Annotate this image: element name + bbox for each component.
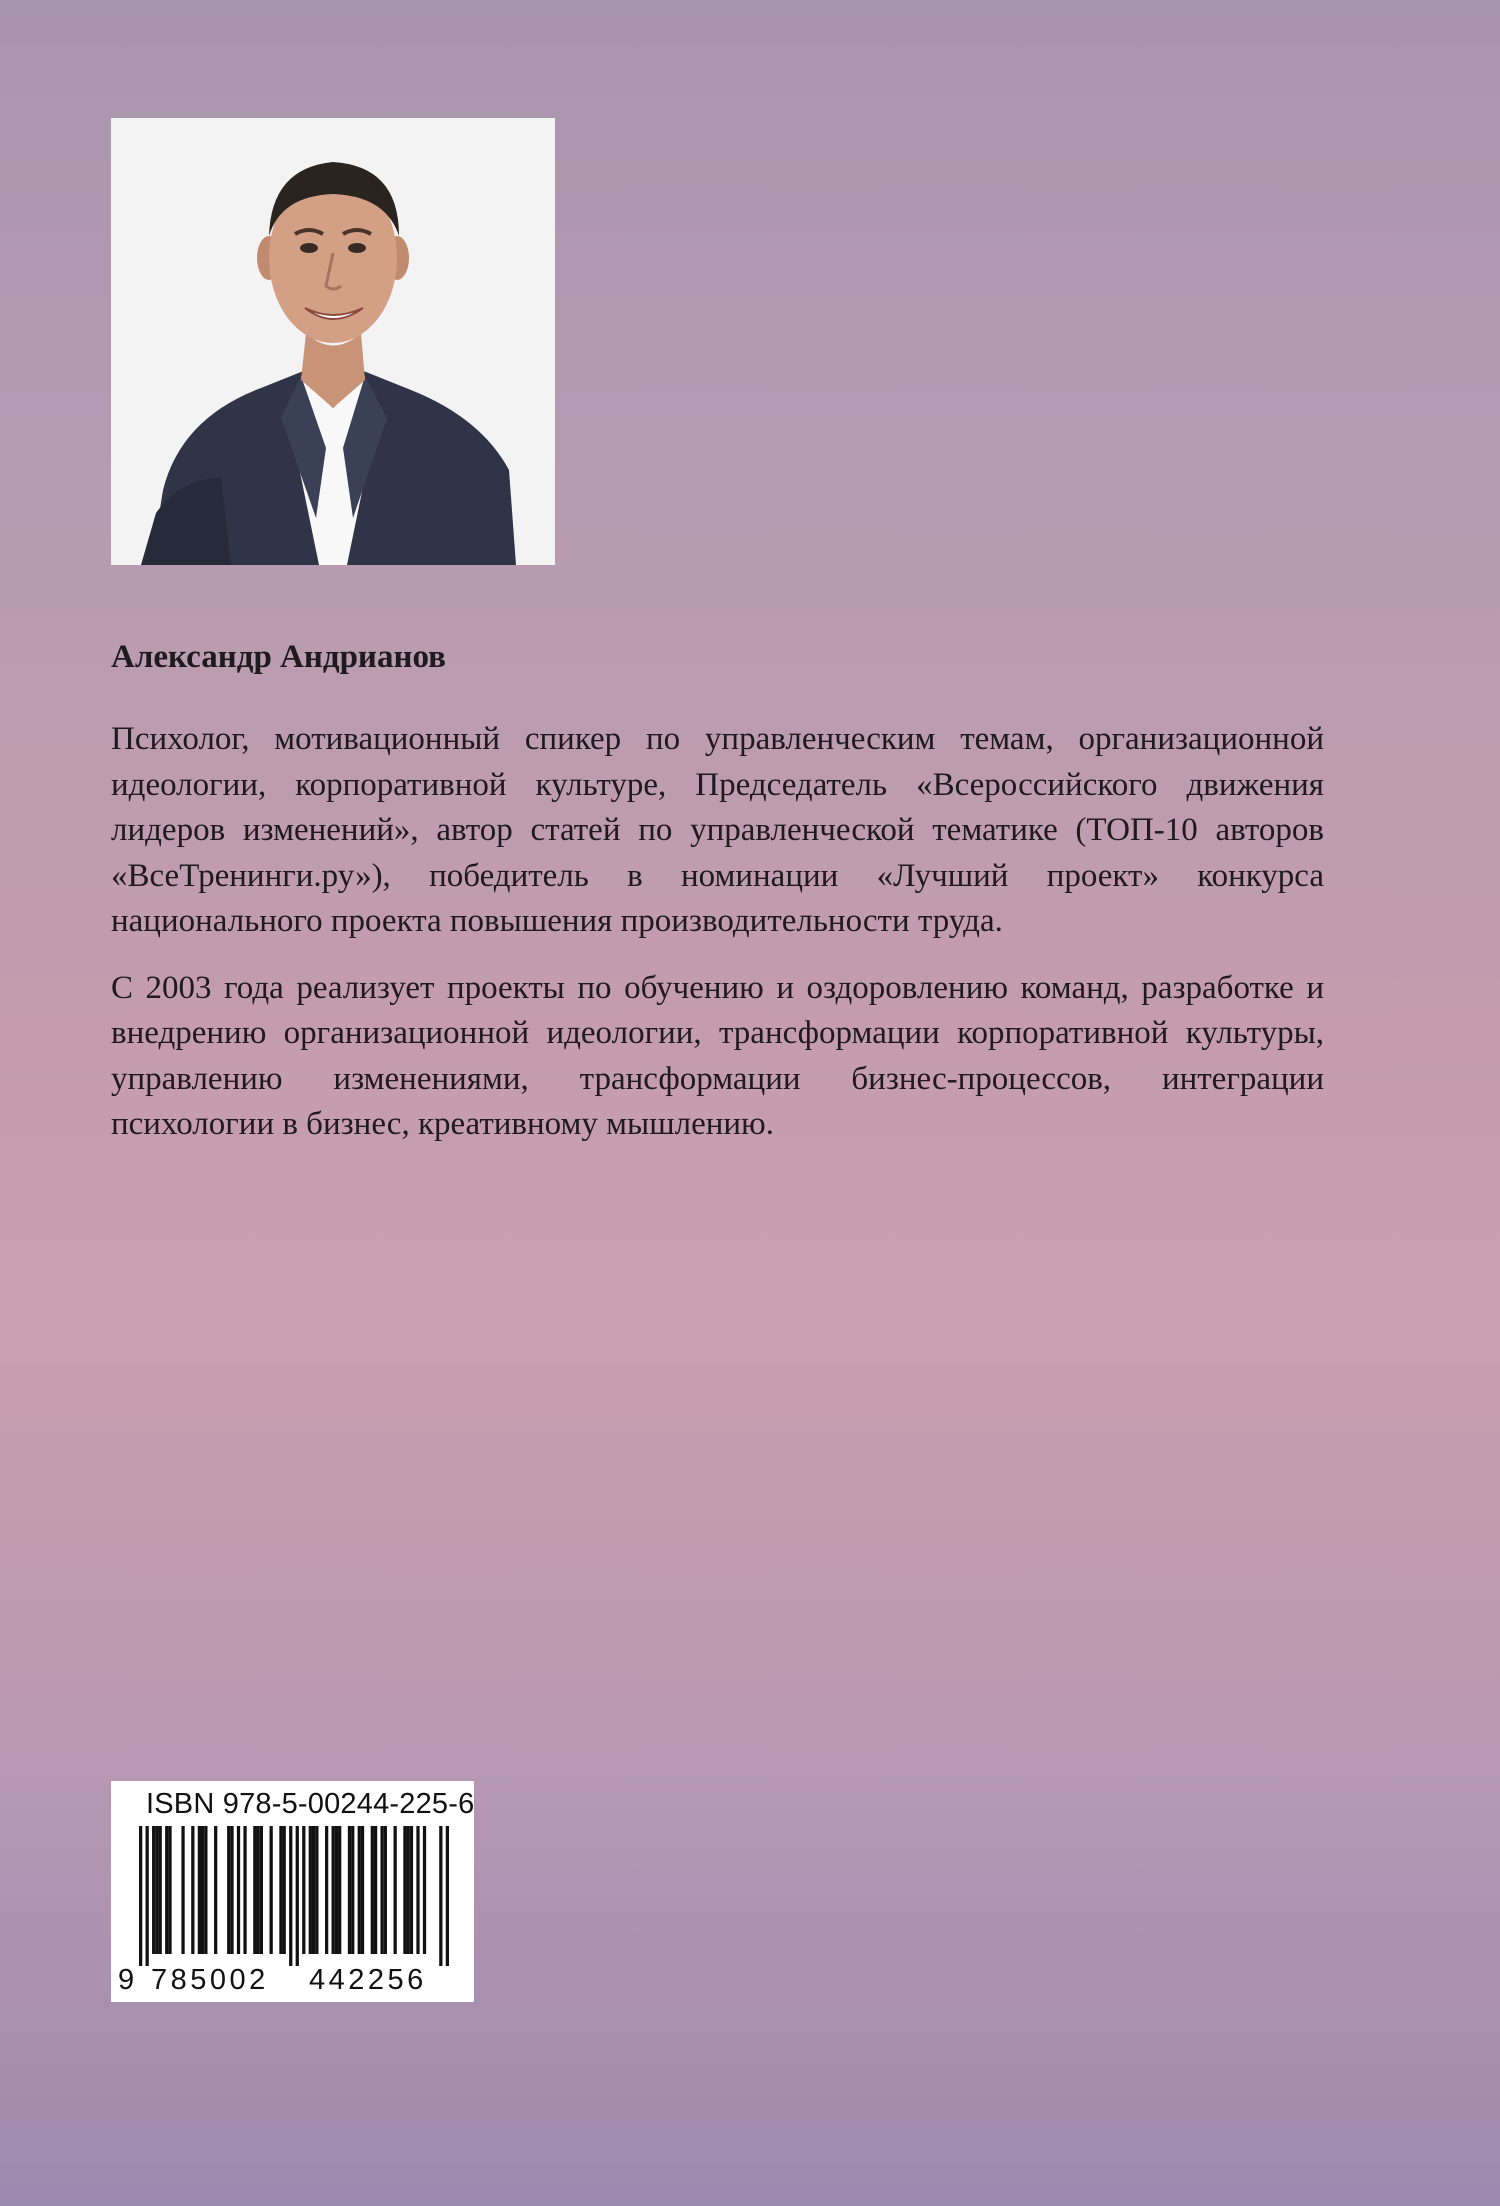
barcode-bar [296, 1826, 299, 1966]
barcode-bar [168, 1826, 171, 1954]
barcode-bar [374, 1826, 377, 1954]
barcode-bar [335, 1826, 338, 1954]
ean-left-digits: 785002 [151, 1964, 269, 1996]
barcode-bar [165, 1826, 168, 1954]
barcode-bar [384, 1826, 387, 1954]
author-name: Александр Андрианов [111, 639, 446, 675]
barcode-bar [423, 1826, 426, 1954]
barcode-bar [361, 1826, 364, 1954]
bio-paragraph: Психолог, мотивационный спикер по управленческим темам, организационной идеологии, корпоративной культуре, Председатель «Всероссийского движения лидеров изменений», автор статей по управленческой тематике (ТОП-10 авторов «ВсеТренинги.ру»), победитель в номинации «Лучший проект» конкурса национального проекта повышения производительности труда. [111, 721, 1324, 939]
barcode-bar [332, 1826, 335, 1954]
barcode-bar [315, 1826, 318, 1954]
ean-right-digits: 442256 [309, 1964, 427, 1996]
barcode-bar [230, 1826, 233, 1954]
barcode-bar [198, 1826, 201, 1954]
barcode-bar [351, 1826, 354, 1954]
barcode-bar [191, 1826, 194, 1954]
barcode-bar [416, 1826, 419, 1954]
barcode-bar [214, 1826, 217, 1954]
barcode-bar [348, 1826, 351, 1954]
ean-first-digit: 9 [118, 1964, 135, 1996]
barcode-bar [410, 1826, 413, 1954]
barcode-bar [152, 1826, 155, 1954]
barcode-bar [394, 1826, 397, 1954]
barcode-bar [371, 1826, 374, 1954]
barcode-bar [201, 1826, 204, 1954]
barcode-bar [309, 1826, 312, 1954]
barcode-bar [403, 1826, 406, 1954]
barcode-bar [325, 1826, 328, 1954]
barcode-bar [181, 1826, 184, 1954]
barcode-bar [289, 1826, 292, 1966]
barcode-bar [439, 1826, 442, 1966]
barcode-bar [260, 1826, 263, 1954]
barcode-bar [155, 1826, 158, 1954]
barcode-bar [407, 1826, 410, 1954]
barcode-bar [380, 1826, 383, 1954]
barcode-bar [256, 1826, 259, 1954]
isbn-barcode-block [111, 1781, 474, 2002]
barcode-bar [237, 1826, 240, 1954]
ean-digits [111, 1963, 474, 1997]
barcode-icon [139, 1826, 449, 1966]
barcode-bar [312, 1826, 315, 1954]
barcode-bar [159, 1826, 162, 1954]
barcode-bar [338, 1826, 341, 1954]
author-bio [111, 717, 1324, 1148]
barcode-bar [446, 1826, 449, 1966]
barcode-bar [227, 1826, 230, 1954]
bio-paragraph: С 2003 года реализует проекты по обучению и оздоровлению команд, разработке и внедрению организационной идеологии, трансформации корпоративной культуры, управлению изменениями, трансформации бизнес-процессов, интеграции психологии в бизнес, креативному мышлению. [111, 969, 1324, 1142]
barcode-bar [279, 1826, 282, 1954]
barcode-bar [253, 1826, 256, 1954]
barcode-bar [204, 1826, 207, 1954]
author-photo [111, 118, 555, 565]
barcode-bar [270, 1826, 273, 1954]
barcode-bar [358, 1826, 361, 1954]
barcode-bar [146, 1826, 149, 1966]
author-portrait-icon [111, 118, 555, 565]
barcode-bar [283, 1826, 286, 1954]
barcode-bar [139, 1826, 142, 1966]
barcode-bar [243, 1826, 246, 1954]
barcode-bar [302, 1826, 305, 1954]
isbn-label: ISBN 978-5-00244-225-6 [146, 1788, 475, 1820]
